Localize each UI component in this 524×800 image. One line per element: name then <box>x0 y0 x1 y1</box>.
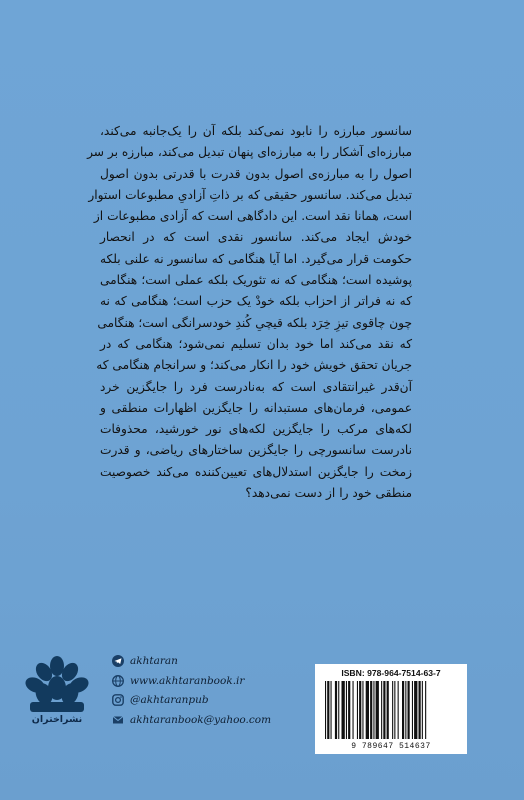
blurb-line: نادرست سانسورچی را جایگزین ساختارهای ریاضی، و قدرت <box>100 443 412 458</box>
isbn-label: ISBN: 978-964-7514-63-7 <box>341 668 441 678</box>
blurb-line: جریان تحقق خویش خود را انکار می‌کند؛ و سرانجام هنگامی که <box>96 358 412 373</box>
blurb-line: حکومت قرار می‌گیرد. اما آیا هنگامی که سانسور نه علنی بلکه <box>100 251 412 266</box>
blurb-line: پوشیده است؛ هنگامی که نه تئوریک بلکه عملی است؛ هنگامی <box>100 273 412 288</box>
blurb-line: که نه فراتر از احزاب بلکه خودْ یک حزب است؛ هنگامی که نه <box>100 294 412 309</box>
blurb-line: که نقد می‌کند اما خود بدان تسلیم نمی‌شود؛ هنگامی که در <box>100 336 412 351</box>
blurb-line: خودش ایجاد می‌کند. سانسور نقدی است که در انحصار <box>100 230 412 245</box>
contact-list <box>112 652 312 730</box>
contact-text: akhtaranbook@yahoo.com <box>130 713 272 726</box>
contact-text: akhtaran <box>130 655 178 667</box>
contact-website[interactable] <box>112 672 312 690</box>
globe-icon <box>112 675 124 687</box>
blurb-line: اصول را به مبارزه‌ی اصول بدون قدرت با قدرتی بدون اصول <box>100 166 412 181</box>
blurb-line: تبدیل می‌کند. سانسور حقیقی که بر ذاتِ آزادیِ مطبوعات استوار <box>88 187 412 202</box>
contact-text: @akhtaranpub <box>130 694 209 707</box>
barcode-digits: 9 789647 514637 <box>351 742 431 751</box>
blurb-line: منطقی خود را از دست نمی‌دهد؟ <box>245 486 412 501</box>
blurb-line: لکه‌های مرکب را جایگزین لکه‌های نور خورشید، محذوفات <box>100 422 412 437</box>
blurb-line: آن‌قدر غیرانتقادی است که به‌نادرست فرد را جایگزین خرد <box>100 379 412 394</box>
blurb-line: است، همانا نقد است. این دادگاهی است که آزادی مطبوعات از <box>93 209 412 224</box>
blurb-line: چون چاقوی تیزِ خِرَد بلکه قیچیِ کُندِ خودسرانگی است؛ هنگامی <box>97 315 412 330</box>
blurb-line: زمخت را جایگزین استدلال‌های تعیین‌کننده می‌کند خصوصیت <box>100 464 412 479</box>
blurb-line: عمومی، فرمان‌های مستبدانه را جایگزین اظهارات منطقی و <box>100 400 412 415</box>
contact-email[interactable] <box>112 711 312 729</box>
barcode <box>325 681 457 741</box>
contact-telegram[interactable] <box>112 652 312 670</box>
telegram-icon <box>112 655 124 667</box>
back-cover-blurb <box>87 121 412 504</box>
mail-icon <box>112 714 124 726</box>
blurb-line: مبارزه‌ای آشکار را به مبارزه‌ای پنهان تبدیل می‌کند، مبارزه بر سر <box>87 145 412 160</box>
instagram-icon <box>112 694 124 706</box>
contact-text: www.akhtaranbook.ir <box>130 674 245 687</box>
isbn-barcode-box <box>315 664 467 754</box>
publisher-name: نشراختران <box>31 714 83 725</box>
publisher-logo <box>22 652 92 714</box>
blurb-line: سانسور مبارزه را نابود نمی‌کند بلکه آن را یک‌جانبه می‌کند، <box>100 124 412 138</box>
contact-instagram[interactable] <box>112 691 312 709</box>
